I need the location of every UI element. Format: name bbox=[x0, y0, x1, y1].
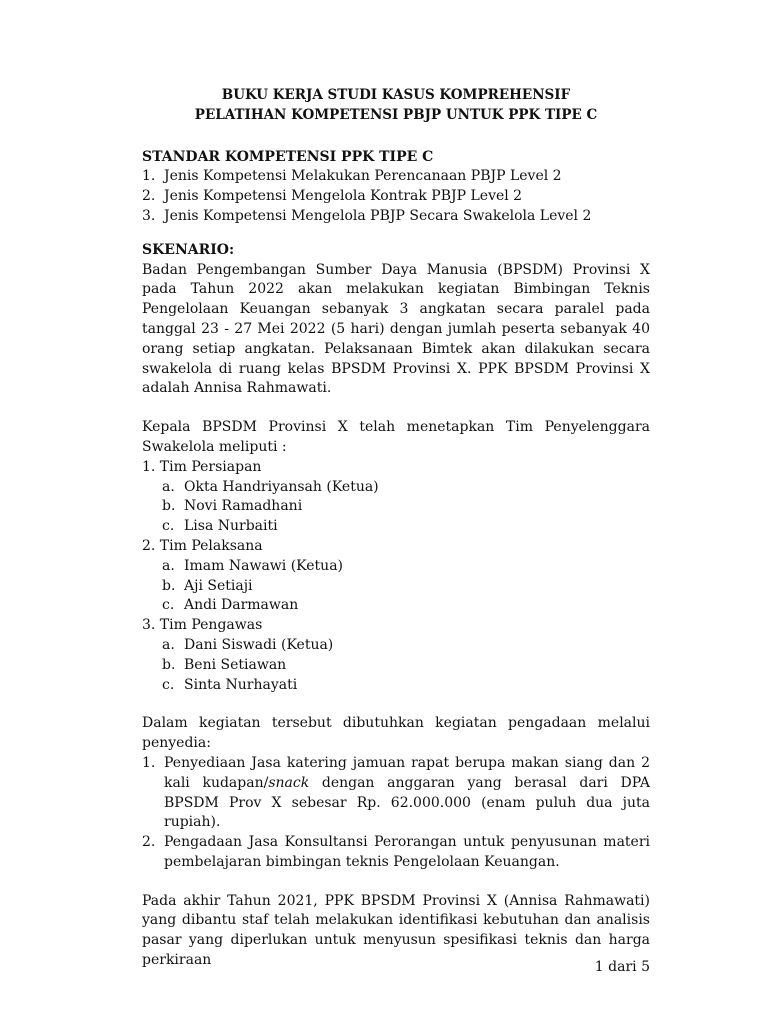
list-item bbox=[142, 636, 650, 656]
list-number: 1. bbox=[142, 168, 156, 185]
list-number: 2. bbox=[142, 834, 156, 851]
list-letter: a. bbox=[162, 557, 175, 574]
team-member-list bbox=[142, 478, 650, 537]
team-label: 1. Tim Persiapan bbox=[142, 458, 262, 475]
tim-intro: Kepala BPSDM Provinsi X telah menetapkan Tim Penyelenggara Swakelola meliputi : bbox=[142, 419, 650, 455]
list-letter: c. bbox=[162, 597, 175, 614]
team-label: 3. Tim Pengawas bbox=[142, 617, 263, 634]
title-line-1: BUKU KERJA STUDI KASUS KOMPREHENSIF bbox=[221, 87, 571, 103]
member-name: Sinta Nurhayati bbox=[184, 676, 298, 693]
standar-list bbox=[142, 167, 650, 226]
list-item bbox=[142, 207, 650, 227]
member-name: Beni Setiawan bbox=[184, 656, 287, 673]
list-letter: c. bbox=[162, 676, 175, 693]
skenario-paragraph: Badan Pengembangan Sumber Daya Manusia (BPSDM) Provinsi X pada Tahun 2022 akan melakukan kegiatan Bimbingan Teknis Pengelolaan Keuangan sebanyak 3 angkatan secara paralel pada tanggal 23 - 27 Mei 2022 (5 hari) dengan jumlah peserta sebanyak 40 orang setiap angkatan. Pelaksanaan Bimtek akan dilakukan secara swakelola di ruang kelas BPSDM Provinsi X. PPK BPSDM Provinsi X adalah Annisa Rahmawati. bbox=[142, 261, 650, 397]
team-member-list bbox=[142, 557, 650, 616]
list-letter: a. bbox=[162, 636, 175, 653]
list-item bbox=[142, 167, 650, 187]
member-name: Aji Setiaji bbox=[184, 577, 253, 594]
member-name: Andi Darmawan bbox=[184, 597, 299, 614]
list-letter: b. bbox=[162, 656, 176, 673]
item-text-italic: snack bbox=[268, 774, 310, 791]
list-text: Jenis Kompetensi Melakukan Perencanaan PBJP Level 2 bbox=[164, 168, 562, 185]
page-content bbox=[142, 86, 650, 971]
list-letter: a. bbox=[162, 478, 175, 495]
member-name: Okta Handriyansah (Ketua) bbox=[184, 478, 379, 495]
title-line-2: PELATIHAN KOMPETENSI PBJP UNTUK PPK TIPE C bbox=[194, 106, 598, 123]
list-letter: b. bbox=[162, 577, 176, 594]
member-name: Novi Ramadhani bbox=[184, 498, 303, 515]
list-item bbox=[142, 833, 650, 873]
list-item bbox=[142, 577, 650, 597]
team-member-list bbox=[142, 636, 650, 695]
list-item bbox=[142, 596, 650, 616]
list-item bbox=[142, 497, 650, 517]
list-number: 2. bbox=[142, 188, 156, 205]
member-name: Dani Siswadi (Ketua) bbox=[184, 636, 334, 653]
standar-heading: STANDAR KOMPETENSI PPK TIPE C bbox=[142, 148, 434, 165]
skenario-heading: SKENARIO: bbox=[142, 241, 235, 258]
list-letter: b. bbox=[162, 498, 176, 515]
list-letter: c. bbox=[162, 518, 175, 535]
item-text-before: Penyediaan Jasa katering jamuan rapat berupa makan siang dan 2 kali kudapan/ bbox=[164, 754, 650, 791]
list-item bbox=[142, 478, 650, 498]
list-number: 1. bbox=[142, 754, 156, 771]
list-number: 3. bbox=[142, 207, 156, 224]
member-name: Lisa Nurbaiti bbox=[184, 518, 278, 535]
list-item bbox=[142, 187, 650, 207]
page-number: 1 dari 5 bbox=[594, 959, 650, 975]
list-text: Jenis Kompetensi Mengelola Kontrak PBJP Level 2 bbox=[164, 188, 523, 205]
list-text: Jenis Kompetensi Mengelola PBJP Secara Swakelola Level 2 bbox=[164, 207, 592, 224]
closing-paragraph: Pada akhir Tahun 2021, PPK BPSDM Provinsi X (Annisa Rahmawati) yang dibantu staf telah melakukan identifikasi kebutuhan dan analisis pasar yang diperlukan untuk menyusun spesifikasi teknis dan harga perkiraan bbox=[142, 892, 650, 969]
list-item bbox=[142, 754, 650, 833]
member-name: Imam Nawawi (Ketua) bbox=[184, 557, 343, 574]
pengadaan-intro: Dalam kegiatan tersebut dibutuhkan kegiatan pengadaan melalui penyedia: bbox=[142, 715, 650, 752]
pengadaan-list bbox=[142, 754, 650, 873]
list-text: Pengadaan Jasa Konsultansi Perorangan untuk penyusunan materi pembelajaran bimbingan teknis Pengelolaan Keuangan. bbox=[164, 834, 650, 870]
list-item bbox=[142, 517, 650, 537]
team-label: 2. Tim Pelaksana bbox=[142, 537, 263, 554]
item-text-after: dengan anggaran yang berasal dari DPA BPSDM Prov X sebesar Rp. 62.000.000 (enam puluh dua juta rupiah). bbox=[164, 774, 650, 831]
list-item bbox=[142, 656, 650, 676]
list-item bbox=[142, 676, 650, 696]
list-item bbox=[142, 557, 650, 577]
